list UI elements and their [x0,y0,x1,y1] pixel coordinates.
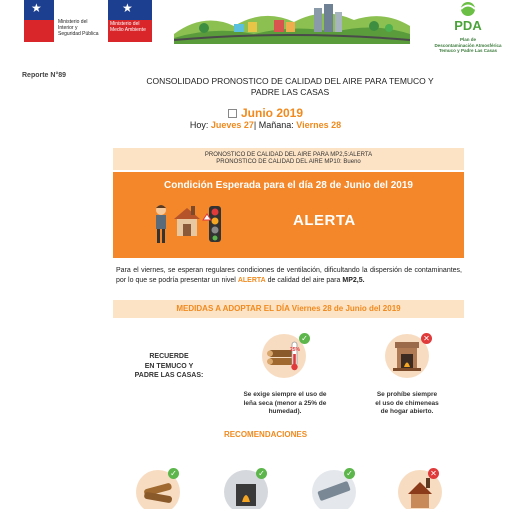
report-month: Junio 2019 [0,106,531,120]
check-icon: ✓ [344,468,355,479]
cross-icon: ✕ [428,468,439,479]
pda-logo [420,0,516,60]
calendar-icon [228,109,237,118]
pda-subtitle: Plan de Descontaminación Atmosférica Temuco y Padre Las Casas [434,37,502,53]
report-number: Reporte N°89 [22,72,67,79]
alert-title: Condición Esperada para el día 28 de Junio del 2019 [164,180,413,191]
star-icon: ★ [31,1,42,15]
forecast-paragraph: Para el viernes, se esperan regulares condiciones de ventilación, dificultando la dispersión de contaminantes, por lo que se podría presentar un nivel ALERTA de calidad del aire para MP2,5. [116,267,462,284]
alert-illustration-icon [147,200,231,248]
forecast-mp25: PRONOSTICO DE CALIDAD DEL AIRE PARA MP2,5:ALERTA [204,152,373,158]
pda-logo-icon [420,0,516,32]
report-days: Hoy: Jueves 27| Mañana: Viernes 28 [189,120,342,130]
check-icon: ✓ [256,468,267,479]
city-banner-illustration [174,0,410,44]
gobierno-logo [24,0,54,42]
tomorrow-value: Viernes 28 [296,120,342,130]
report-title: CONSOLIDADO PRONOSTICO DE CALIDAD DEL AIRE PARA TEMUCO Y PADRE LAS CASAS [146,76,434,97]
star-icon: ★ [122,1,133,15]
cross-icon: ✕ [421,333,432,344]
svg-text:PDA: PDA [454,18,482,32]
measures-title: MEDIDAS A ADOPTAR EL DÍA Viernes 28 de Junio del 2019 [113,300,464,318]
ministry-interior-label: Ministerio del Interior y Seguridad Pública [58,19,99,37]
today-value: Jueves 27 [210,120,254,130]
forecast-mp10: PRONOSTICO DE CALIDAD DEL AIRE MP10: Bueno [216,159,361,165]
dry-firewood-caption: Se exige siempre el uso de leña seca (menor a 25% de humedad). [243,391,327,415]
forecast-summary [113,148,464,170]
recommendations-title: RECOMENDACIONES [223,430,308,439]
ministry-environment-label: Ministerio del Medio Ambiente [110,21,146,33]
alert-level: ALERTA [293,212,356,229]
check-icon: ✓ [168,468,179,479]
check-icon: ✓ [299,333,310,344]
humidity-badge: 25% [290,347,301,353]
recuerde-label: RECUERDE EN TEMUCO Y PADRE LAS CASAS: [134,353,204,379]
alert-panel [113,172,464,258]
open-fireplace-caption: Se prohíbe siempre el uso de chimeneas de hogar abierto. [375,391,439,415]
